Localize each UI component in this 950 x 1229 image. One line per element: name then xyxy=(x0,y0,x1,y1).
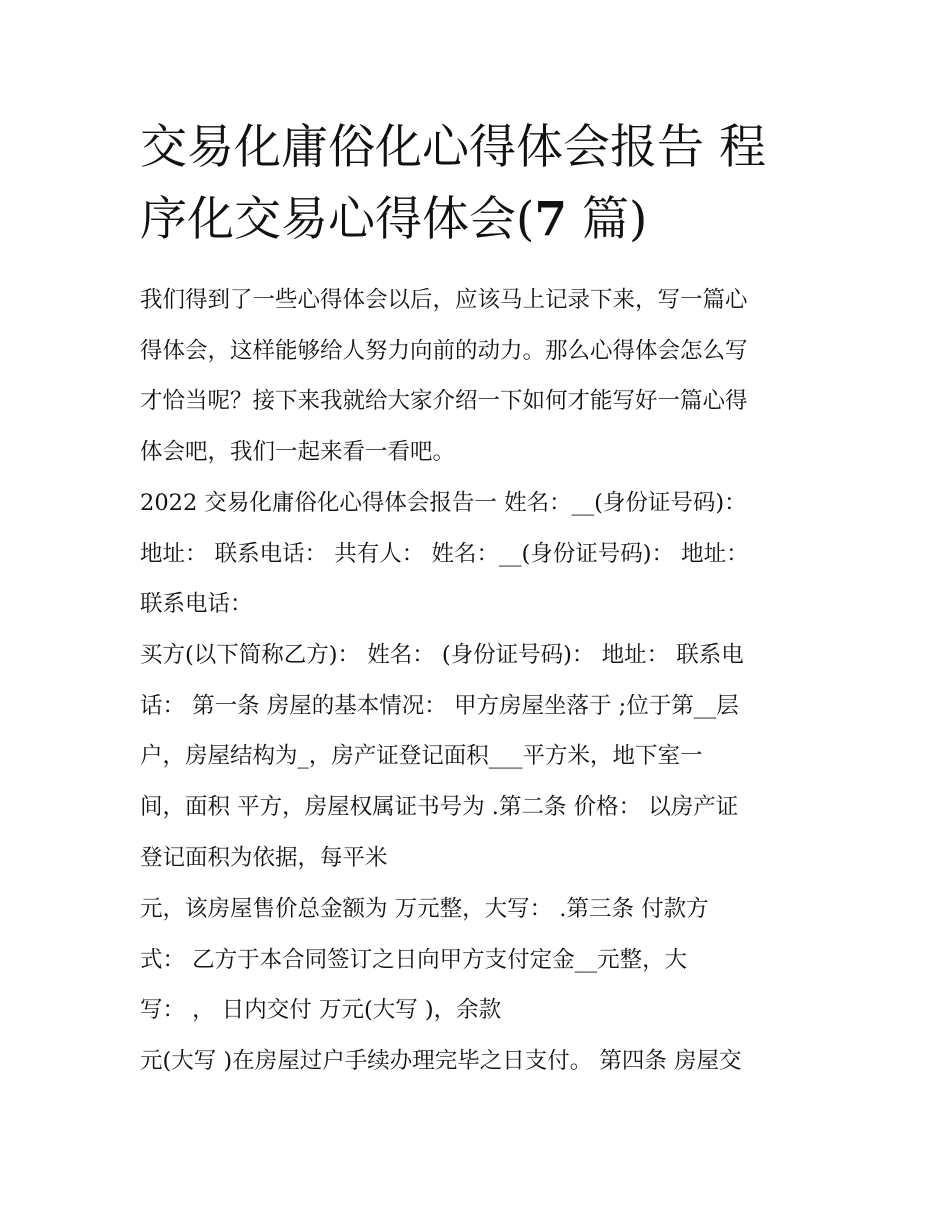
title-line-1: 交易化庸俗化心得体会报告 程 xyxy=(140,120,766,175)
title-line-2-suffix: 篇) xyxy=(567,192,648,247)
document-title xyxy=(140,112,820,256)
paragraph-line: 体会吧，我们一起来看一看吧。 xyxy=(140,439,456,466)
paragraph-line: 元，该房屋售价总金额为 万元整，大写： .第三条 付款方 xyxy=(140,896,709,922)
paragraph-line: 户，房屋结构为_，房产证登记面积___平方米，地下室一 xyxy=(140,743,703,770)
paragraph-line: 得体会，这样能够给人努力向前的动力。那么心得体会怎么写 xyxy=(140,337,748,364)
paragraph-line: 式： 乙方于本合同签订之日向甲方支付定金__元整，大 xyxy=(140,946,688,973)
title-line-2-text: 序化交易心得体会( xyxy=(140,192,535,247)
paragraph-line: 2022 交易化庸俗化心得体会报告一 姓名：__(身份证号码)： xyxy=(140,490,747,516)
delivery-paragraph xyxy=(140,1036,820,1087)
paragraph-line: 联系电话： xyxy=(140,591,253,618)
paragraph-line: 登记面积为依据，每平米 xyxy=(140,844,388,871)
payment-paragraph xyxy=(140,884,820,1036)
paragraph-line: 才恰当呢？接下来我就给大家介绍一下如何才能写好一篇心得 xyxy=(140,388,748,415)
paragraph-line: 地址： 联系电话： 共有人： 姓名：__(身份证号码)： 地址： xyxy=(140,540,749,567)
paragraph-line: 话： 第一条 房屋的基本情况： 甲方房屋坐落于 ;位于第__层 xyxy=(140,692,739,719)
seller-info-paragraph xyxy=(140,478,820,630)
paragraph-line: 元(大写 )在房屋过户手续办理完毕之日支付。 第四条 房屋交 xyxy=(140,1048,742,1074)
intro-paragraph xyxy=(140,275,820,478)
buyer-info-paragraph xyxy=(140,630,820,883)
paragraph-line: 写： ， 日内交付 万元(大写 )，余款 xyxy=(140,997,502,1024)
paragraph-line: 我们得到了一些心得体会以后，应该马上记录下来，写一篇心 xyxy=(140,287,748,313)
title-line-2-number: 7 xyxy=(534,192,568,247)
paragraph-line: 买方(以下简称乙方)： 姓名： (身份证号码)： 地址： 联系电 xyxy=(140,642,744,668)
paragraph-line: 间，面积 平方，房屋权属证书号为 .第二条 价格： 以房产证 xyxy=(140,794,739,821)
title-line-2 xyxy=(140,184,820,256)
